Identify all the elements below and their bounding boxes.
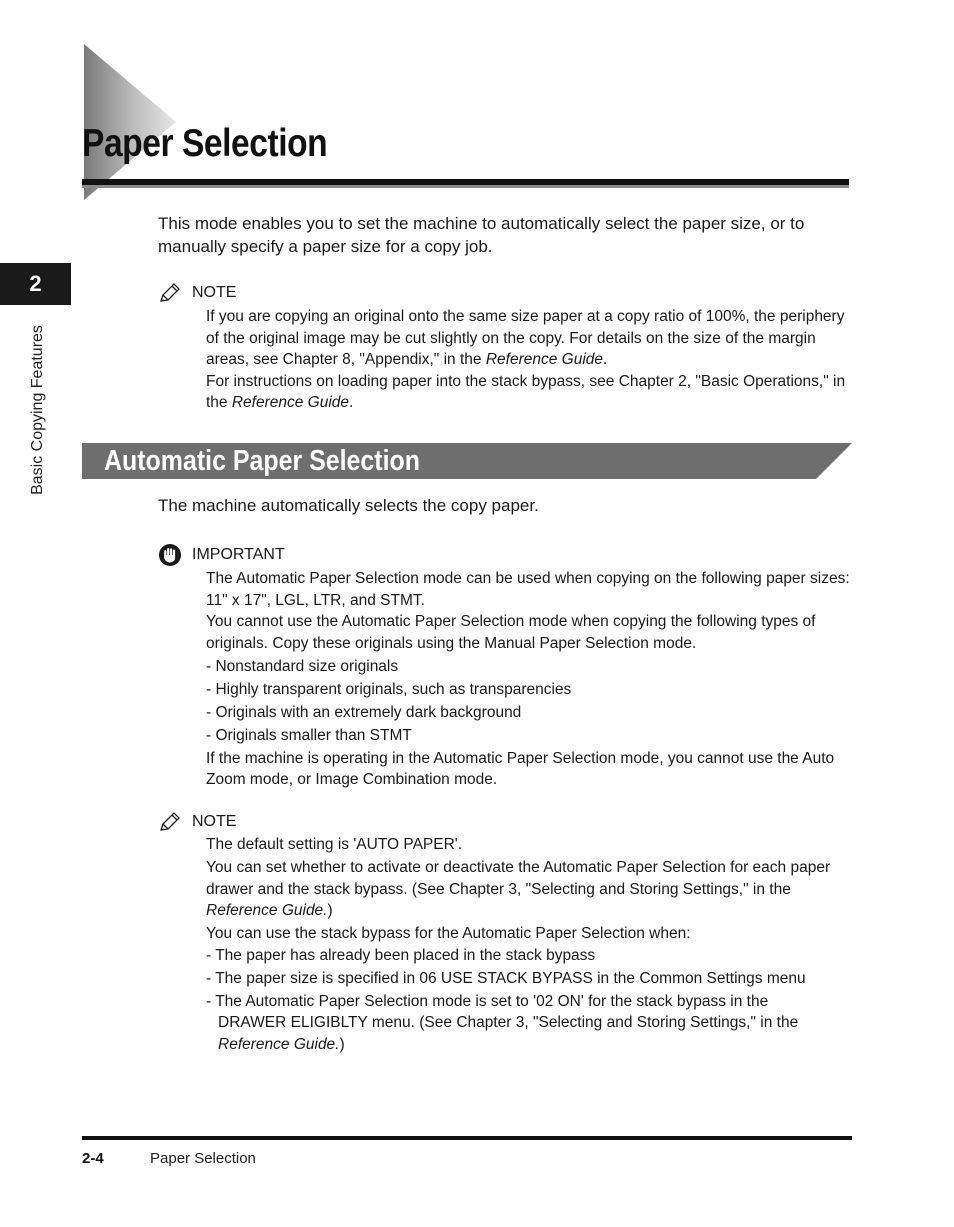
pencil-icon [158,282,182,304]
footer-section-title: Paper Selection [150,1150,256,1167]
note-paragraph: The default setting is 'AUTO PAPER'. [206,836,463,853]
list-item: - The paper size is specified in 06 USE STACK BYPASS in the Common Settings menu [206,969,806,987]
list-item: - Originals smaller than STMT [206,726,412,744]
chapter-tab: 2 [0,263,71,305]
important-paragraph: The Automatic Paper Selection mode can be used when copying on the following paper sizes: 11" x 17", LGL, LTR, and STMT. [206,570,850,609]
list-item: - Nonstandard size originals [206,657,399,675]
hand-stop-icon [158,543,182,567]
note-heading [158,282,236,304]
important-body [206,568,851,791]
note-paragraph: You can set whether to activate or deactivate the Automatic Paper Selection for each paper drawer and the stack bypass. (See Chapter 3, "Selecting and Storing Settings," in the Reference Guide.) [206,859,831,919]
pencil-icon [158,811,182,833]
page-title: Paper Selection [82,122,328,165]
intro-paragraph: This mode enables you to set the machine to automatically select the paper size, or to manually specify a paper size for a copy job. [158,214,805,256]
note-body [206,306,851,414]
note-paragraph: For instructions on loading paper into the stack bypass, see Chapter 2, "Basic Operations," in the Reference Guide. [206,372,846,411]
note-heading [158,811,236,833]
note-heading-label: NOTE [192,813,237,830]
list-item: - The Automatic Paper Selection mode is set to '02 ON' for the stack bypass in the DRAWER ELIGIBLTY menu. (See Chapter 3, "Selecting and Storing Settings," in the Reference Guide.) [206,992,799,1053]
page-number: 2-4 [82,1150,104,1167]
section-title: Automatic Paper Selection [104,444,420,477]
list-item: - The paper has already been placed in the stack bypass [206,946,596,964]
important-paragraph: You cannot use the Automatic Paper Selection mode when copying the following types of originals. Copy these originals using the Manual Paper Selection mode. [206,613,816,652]
chapter-label: Basic Copying Features [29,325,46,495]
note-paragraph: You can use the stack bypass for the Automatic Paper Selection when: [206,925,691,942]
note-body [206,834,851,1055]
list-item: - Originals with an extremely dark background [206,703,522,721]
important-heading-label: IMPORTANT [192,546,285,563]
footer-rule [82,1136,852,1140]
note-heading-label: NOTE [192,284,237,301]
important-heading [158,544,285,566]
important-paragraph: If the machine is operating in the Automatic Paper Selection mode, you cannot use the Auto Zoom mode, or Image Combination mode. [206,749,835,788]
section-intro: The machine automatically selects the copy paper. [158,496,539,515]
list-item: - Highly transparent originals, such as transparencies [206,680,572,698]
title-rule-shadow [82,185,849,188]
note-paragraph: If you are copying an original onto the same size paper at a copy ratio of 100%, the periphery of the original image may be cut slightly on the copy. For details on the size of the margin areas, see Chapter 8, "Appendix," in the Reference Guide. [206,308,845,368]
